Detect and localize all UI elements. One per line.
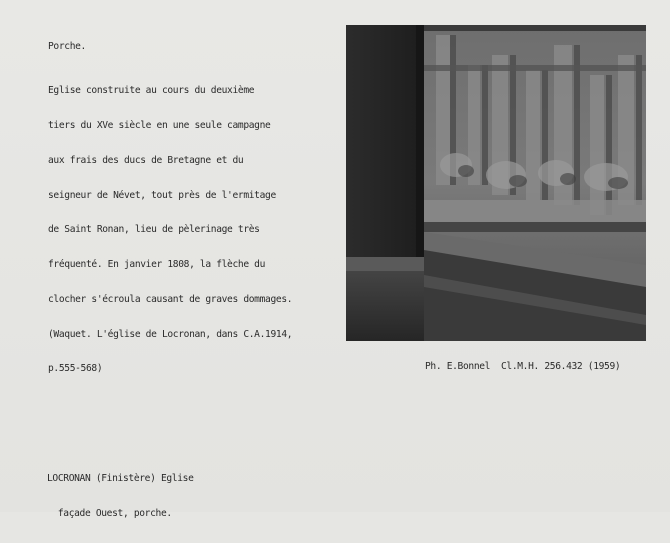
description-line: p.555-568) [48,363,103,375]
description-line: seigneur de Névet, tout près de l'ermitage [48,189,276,201]
photograph [346,25,646,341]
card-heading: Porche. [48,41,86,52]
location-line: façade Ouest, porche. [47,507,172,519]
location-line: LOCRONAN (Finistère) Eglise [47,473,194,485]
description-line: Eglise construite au cours du deuxième [48,85,255,97]
photo-drawing [346,25,646,341]
card-description [48,62,292,398]
description-line: tiers du XVe siècle en une seule campagne [48,119,271,131]
description-line: (Waquet. L'église de Locronan, dans C.A.1914, [48,328,293,340]
description-line: clocher s'écroula causant de graves dommages. [48,293,293,305]
description-line: de Saint Ronan, lieu de pèlerinage très [48,224,260,236]
photo-credit: Ph. E.Bonnel Cl.M.H. 256.432 (1959) [425,361,621,372]
location-caption [47,450,194,543]
description-line: aux frais des ducs de Bretagne et du [48,154,244,166]
description-line: fréquenté. En janvier 1808, la flèche du [48,259,266,271]
